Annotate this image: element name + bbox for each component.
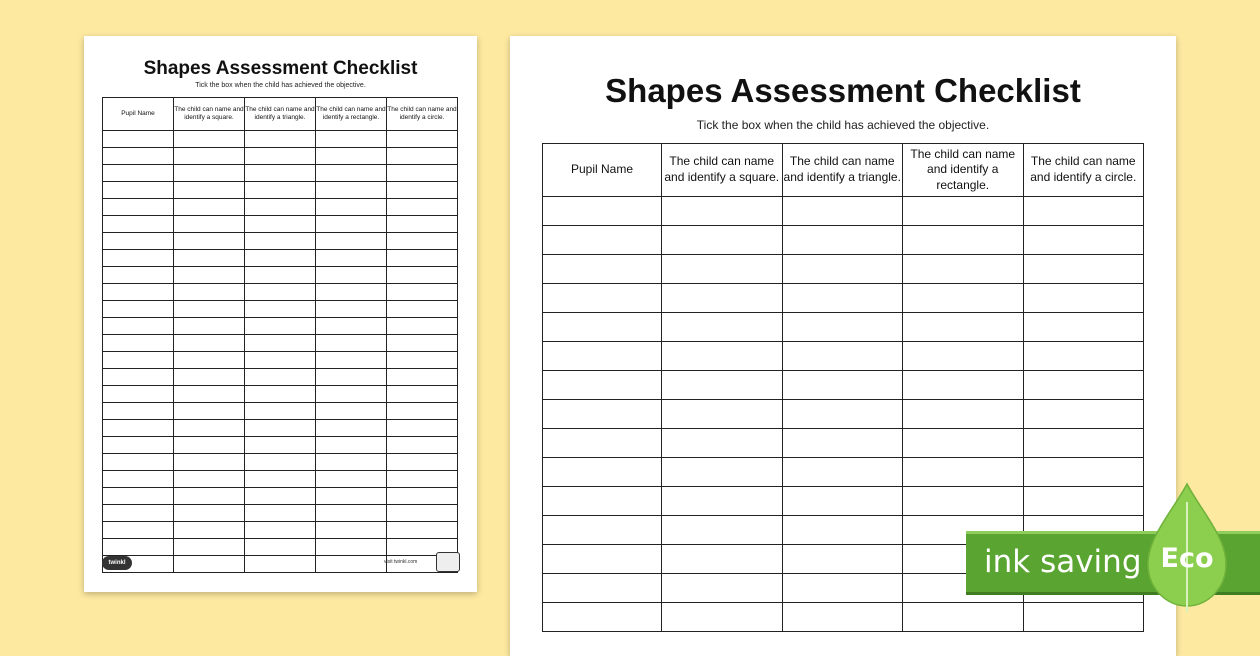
pupil-name-cell <box>103 454 174 471</box>
pupil-name-cell <box>103 233 174 250</box>
tick-box-cell <box>316 148 387 165</box>
tick-box-cell <box>1023 400 1144 429</box>
tick-box-cell <box>782 255 903 284</box>
pupil-name-cell <box>103 148 174 165</box>
table-row <box>103 403 458 420</box>
tick-box-cell <box>782 429 903 458</box>
tick-box-cell <box>245 386 316 403</box>
tick-box-cell <box>387 437 458 454</box>
table-row <box>103 454 458 471</box>
tick-box-cell <box>1023 371 1144 400</box>
pupil-name-cell <box>543 603 662 632</box>
pupil-name-cell <box>103 488 174 505</box>
table-row <box>103 318 458 335</box>
tick-box-cell <box>782 487 903 516</box>
pupil-name-cell <box>103 369 174 386</box>
pupil-name-cell <box>103 284 174 301</box>
tick-box-cell <box>387 301 458 318</box>
tick-box-cell <box>387 471 458 488</box>
tick-box-cell <box>316 318 387 335</box>
tick-box-cell <box>245 420 316 437</box>
column-header-square: The child can name and identify a square. <box>174 98 245 131</box>
header-row <box>543 144 1144 197</box>
tick-box-cell <box>1023 313 1144 342</box>
tick-box-cell <box>174 233 245 250</box>
tick-box-cell <box>662 226 783 255</box>
tick-box-cell <box>316 454 387 471</box>
tick-box-cell <box>316 335 387 352</box>
column-header-pupil-name: Pupil Name <box>543 144 662 197</box>
tick-box-cell <box>662 458 783 487</box>
tick-box-cell <box>387 165 458 182</box>
worksheet-preview-small <box>84 36 477 592</box>
tick-box-cell <box>1023 487 1144 516</box>
table-row <box>103 352 458 369</box>
pupil-name-cell <box>543 342 662 371</box>
tick-box-cell <box>245 284 316 301</box>
tick-box-cell <box>245 352 316 369</box>
tick-box-cell <box>387 522 458 539</box>
tick-box-cell <box>174 522 245 539</box>
pupil-name-cell <box>543 400 662 429</box>
table-row <box>543 226 1144 255</box>
table-row <box>543 255 1144 284</box>
tick-box-cell <box>245 539 316 556</box>
table-row <box>103 488 458 505</box>
tick-box-cell <box>387 250 458 267</box>
column-header-triangle: The child can name and identify a triangle. <box>245 98 316 131</box>
tick-box-cell <box>903 487 1024 516</box>
tick-box-cell <box>662 197 783 226</box>
tick-box-cell <box>1023 429 1144 458</box>
tick-box-cell <box>245 131 316 148</box>
tick-box-cell <box>316 556 387 573</box>
table-row <box>543 197 1144 226</box>
tick-box-cell <box>245 522 316 539</box>
tick-box-cell <box>174 471 245 488</box>
tick-box-cell <box>245 165 316 182</box>
tick-box-cell <box>782 284 903 313</box>
instruction-text: Tick the box when the child has achieved the objective. <box>195 82 366 89</box>
tick-box-cell <box>174 437 245 454</box>
tick-box-cell <box>662 603 783 632</box>
table-row <box>543 313 1144 342</box>
tick-box-cell <box>316 267 387 284</box>
table-row <box>103 182 458 199</box>
tick-box-cell <box>174 488 245 505</box>
tick-box-cell <box>387 318 458 335</box>
tick-box-cell <box>387 386 458 403</box>
tick-box-cell <box>174 301 245 318</box>
column-header-triangle: The child can name and identify a triangle. <box>782 144 903 197</box>
tick-box-cell <box>174 539 245 556</box>
tick-box-cell <box>316 369 387 386</box>
checklist-table <box>102 97 458 573</box>
tick-box-cell <box>662 371 783 400</box>
tick-box-cell <box>387 267 458 284</box>
table-row <box>543 371 1144 400</box>
tick-box-cell <box>245 454 316 471</box>
tick-box-cell <box>316 488 387 505</box>
tick-box-cell <box>782 603 903 632</box>
tick-box-cell <box>245 437 316 454</box>
tick-box-cell <box>782 371 903 400</box>
tick-box-cell <box>1023 603 1144 632</box>
tick-box-cell <box>387 233 458 250</box>
tick-box-cell <box>174 182 245 199</box>
tick-box-cell <box>245 199 316 216</box>
tick-box-cell <box>903 458 1024 487</box>
tick-box-cell <box>782 197 903 226</box>
table-row <box>103 369 458 386</box>
tick-box-cell <box>174 420 245 437</box>
tick-box-cell <box>316 182 387 199</box>
tick-box-cell <box>662 255 783 284</box>
tick-box-cell <box>316 471 387 488</box>
table-row <box>103 216 458 233</box>
pupil-name-cell <box>543 226 662 255</box>
pupil-name-cell <box>103 522 174 539</box>
tick-box-cell <box>245 216 316 233</box>
tick-box-cell <box>174 386 245 403</box>
tick-box-cell <box>903 255 1024 284</box>
pupil-name-cell <box>103 471 174 488</box>
table-row <box>103 505 458 522</box>
eco-label: Eco <box>1160 543 1214 574</box>
tick-box-cell <box>174 556 245 573</box>
tick-box-cell <box>316 216 387 233</box>
pupil-name-cell <box>103 335 174 352</box>
tick-box-cell <box>174 403 245 420</box>
tick-box-cell <box>387 505 458 522</box>
tick-box-cell <box>245 182 316 199</box>
table-row <box>543 400 1144 429</box>
tick-box-cell <box>245 148 316 165</box>
tick-box-cell <box>316 165 387 182</box>
tick-box-cell <box>903 400 1024 429</box>
table-row <box>543 342 1144 371</box>
pupil-name-cell <box>543 545 662 574</box>
tick-box-cell <box>387 335 458 352</box>
table-row <box>103 335 458 352</box>
column-header-rectangle: The child can name and identify a rectangle. <box>903 144 1024 197</box>
table-row <box>103 539 458 556</box>
tick-box-cell <box>662 516 783 545</box>
tick-box-cell <box>387 420 458 437</box>
column-header-circle: The child can name and identify a circle. <box>1023 144 1144 197</box>
tick-box-cell <box>1023 458 1144 487</box>
tick-box-cell <box>316 403 387 420</box>
pupil-name-cell <box>543 371 662 400</box>
tick-box-cell <box>174 216 245 233</box>
tick-box-cell <box>174 335 245 352</box>
tick-box-cell <box>782 400 903 429</box>
tick-box-cell <box>782 226 903 255</box>
table-row <box>103 131 458 148</box>
table-row <box>543 487 1144 516</box>
tick-box-cell <box>316 250 387 267</box>
column-header-rectangle: The child can name and identify a rectangle. <box>316 98 387 131</box>
tick-box-cell <box>782 516 903 545</box>
table-row <box>103 437 458 454</box>
table-row <box>103 148 458 165</box>
table-row <box>103 386 458 403</box>
tick-box-cell <box>316 131 387 148</box>
pupil-name-cell <box>103 318 174 335</box>
table-row <box>543 284 1144 313</box>
tick-box-cell <box>174 284 245 301</box>
pupil-name-cell <box>543 429 662 458</box>
tick-box-cell <box>174 318 245 335</box>
tick-box-cell <box>387 284 458 301</box>
footer-url: visit twinkl.com <box>384 559 418 565</box>
tick-box-cell <box>245 556 316 573</box>
pupil-name-cell <box>103 352 174 369</box>
table-row <box>543 429 1144 458</box>
tick-box-cell <box>903 313 1024 342</box>
footer-badge-icon <box>436 552 460 572</box>
tick-box-cell <box>387 216 458 233</box>
tick-box-cell <box>782 545 903 574</box>
pupil-name-cell <box>543 313 662 342</box>
tick-box-cell <box>903 226 1024 255</box>
tick-box-cell <box>1023 284 1144 313</box>
pupil-name-cell <box>543 458 662 487</box>
table-row <box>103 250 458 267</box>
header-row <box>103 98 458 131</box>
tick-box-cell <box>1023 342 1144 371</box>
tick-box-cell <box>387 148 458 165</box>
tick-box-cell <box>387 369 458 386</box>
tick-box-cell <box>245 369 316 386</box>
table-row <box>103 199 458 216</box>
tick-box-cell <box>245 505 316 522</box>
table-row <box>543 603 1144 632</box>
ink-saving-text: ink saving <box>984 544 1142 580</box>
tick-box-cell <box>387 488 458 505</box>
pupil-name-cell <box>103 165 174 182</box>
tick-box-cell <box>662 313 783 342</box>
tick-box-cell <box>174 352 245 369</box>
tick-box-cell <box>174 267 245 284</box>
tick-box-cell <box>174 165 245 182</box>
tick-box-cell <box>245 301 316 318</box>
column-header-square: The child can name and identify a square. <box>662 144 783 197</box>
pupil-name-cell <box>103 386 174 403</box>
tick-box-cell <box>1023 255 1144 284</box>
tick-box-cell <box>174 250 245 267</box>
tick-box-cell <box>316 505 387 522</box>
tick-box-cell <box>903 284 1024 313</box>
tick-box-cell <box>245 233 316 250</box>
tick-box-cell <box>903 342 1024 371</box>
tick-box-cell <box>316 386 387 403</box>
tick-box-cell <box>316 199 387 216</box>
pupil-name-cell <box>543 284 662 313</box>
tick-box-cell <box>245 267 316 284</box>
tick-box-cell <box>662 342 783 371</box>
tick-box-cell <box>782 313 903 342</box>
tick-box-cell <box>316 539 387 556</box>
tick-box-cell <box>903 371 1024 400</box>
instruction-text-large: Tick the box when the child has achieved the objective. <box>696 118 990 132</box>
tick-box-cell <box>387 182 458 199</box>
tick-box-cell <box>245 471 316 488</box>
tick-box-cell <box>174 454 245 471</box>
tick-box-cell <box>316 437 387 454</box>
tick-box-cell <box>245 488 316 505</box>
tick-box-cell <box>662 429 783 458</box>
table-row <box>103 301 458 318</box>
pupil-name-cell <box>103 420 174 437</box>
tick-box-cell <box>316 301 387 318</box>
pupil-name-cell <box>103 216 174 233</box>
tick-box-cell <box>245 403 316 420</box>
column-header-circle: The child can name and identify a circle. <box>387 98 458 131</box>
tick-box-cell <box>662 545 783 574</box>
tick-box-cell <box>316 352 387 369</box>
tick-box-cell <box>174 505 245 522</box>
tick-box-cell <box>245 250 316 267</box>
pupil-name-cell <box>103 539 174 556</box>
column-header-pupil-name: Pupil Name <box>103 98 174 131</box>
tick-box-cell <box>174 131 245 148</box>
table-row <box>103 471 458 488</box>
page-title-large: Shapes Assessment Checklist <box>605 72 1081 109</box>
tick-box-cell <box>1023 197 1144 226</box>
tick-box-cell <box>387 199 458 216</box>
pupil-name-cell <box>543 516 662 545</box>
pupil-name-cell <box>543 255 662 284</box>
tick-box-cell <box>782 342 903 371</box>
pupil-name-cell <box>543 197 662 226</box>
tick-box-cell <box>245 335 316 352</box>
pupil-name-cell <box>103 301 174 318</box>
tick-box-cell <box>782 458 903 487</box>
tick-box-cell <box>174 369 245 386</box>
tick-box-cell <box>174 199 245 216</box>
twinkl-logo: twinkl <box>102 556 132 570</box>
tick-box-cell <box>662 487 783 516</box>
tick-box-cell <box>662 400 783 429</box>
pupil-name-cell <box>103 437 174 454</box>
tick-box-cell <box>387 403 458 420</box>
pupil-name-cell <box>103 267 174 284</box>
tick-box-cell <box>903 197 1024 226</box>
tick-box-cell <box>387 454 458 471</box>
table-row <box>103 233 458 250</box>
tick-box-cell <box>174 148 245 165</box>
tick-box-cell <box>245 318 316 335</box>
table-row <box>543 458 1144 487</box>
pupil-name-cell <box>103 250 174 267</box>
table-row <box>103 284 458 301</box>
tick-box-cell <box>387 131 458 148</box>
tick-box-cell <box>782 574 903 603</box>
tick-box-cell <box>903 603 1024 632</box>
tick-box-cell <box>316 522 387 539</box>
tick-box-cell <box>316 420 387 437</box>
pupil-name-cell <box>103 131 174 148</box>
pupil-name-cell <box>103 505 174 522</box>
pupil-name-cell <box>103 199 174 216</box>
tick-box-cell <box>316 233 387 250</box>
table-row <box>103 165 458 182</box>
tick-box-cell <box>316 284 387 301</box>
pupil-name-cell <box>103 182 174 199</box>
pupil-name-cell <box>543 574 662 603</box>
pupil-name-cell <box>543 487 662 516</box>
tick-box-cell <box>662 284 783 313</box>
table-row <box>103 522 458 539</box>
tick-box-cell <box>387 352 458 369</box>
tick-box-cell <box>903 429 1024 458</box>
pupil-name-cell <box>103 403 174 420</box>
tick-box-cell <box>1023 226 1144 255</box>
page-title: Shapes Assessment Checklist <box>143 58 418 79</box>
table-row <box>103 420 458 437</box>
tick-box-cell <box>662 574 783 603</box>
table-row <box>103 267 458 284</box>
